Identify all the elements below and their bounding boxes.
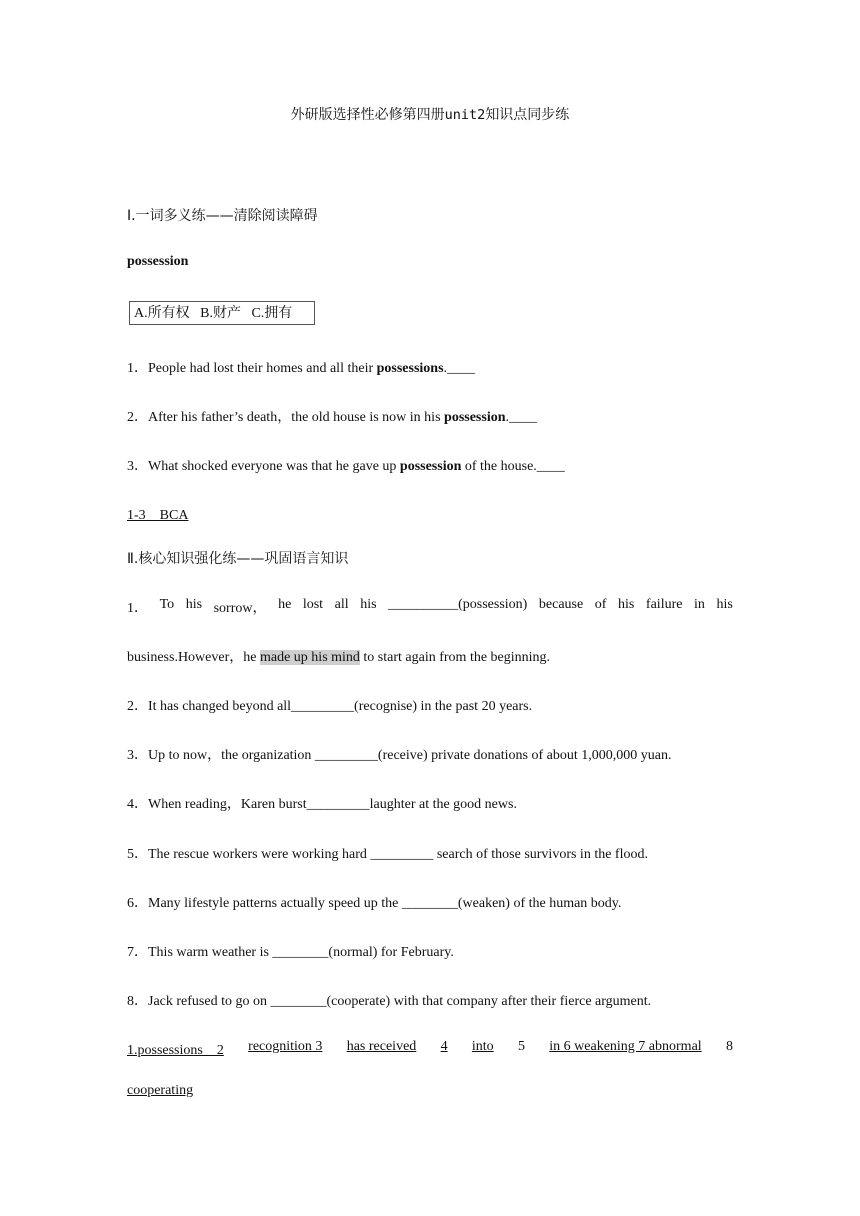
item-blank: of the house.____ — [461, 459, 565, 474]
word: because — [538, 597, 584, 612]
s2-item-5: 5．The rescue workers were working hard _________ search of those survivors in the flood. — [127, 847, 648, 862]
item-bold-word: possession — [444, 410, 506, 425]
item-text: to start again from the beginning. — [359, 650, 551, 665]
word: his — [618, 597, 635, 612]
item-text: After his father’s death，the old house is now in his — [148, 410, 445, 425]
word: he — [278, 597, 292, 612]
section2-answers-line2: cooperating — [127, 1083, 194, 1098]
s2-item-1-line1 — [127, 597, 733, 617]
s1-item-2 — [127, 406, 537, 426]
word: in — [694, 597, 705, 612]
item-bold-word: possessions — [376, 361, 444, 376]
s1-item-1 — [127, 357, 475, 377]
item-number: 2． — [127, 410, 148, 425]
item-text: business.However，he — [127, 650, 260, 665]
s2-item-4: 4．When reading，Karen burst_________laughter at the good news. — [127, 797, 517, 812]
answer-segment: 5 — [517, 1039, 525, 1054]
item-number: 1． — [127, 361, 148, 376]
s2-item-2: 2．It has changed beyond all_________(recognise) in the past 20 years. — [127, 699, 533, 714]
word: 1． — [127, 601, 148, 616]
option-a: A.所有权 — [134, 306, 190, 321]
item-text: What shocked everyone was that he gave up — [148, 459, 400, 474]
section2-answers-line1 — [127, 1039, 733, 1059]
s2-item-7: 7．This warm weather is ________(normal) for February. — [127, 945, 454, 960]
item-blank: .____ — [443, 361, 476, 376]
item-text: People had lost their homes and all their — [148, 361, 377, 376]
word: of — [594, 597, 607, 612]
word: sorrow， — [213, 601, 267, 616]
answer-segment: 8 — [725, 1039, 733, 1054]
word: his — [360, 597, 377, 612]
word: To — [159, 597, 175, 612]
answer-segment: recognition 3 — [248, 1039, 323, 1054]
item-blank: .____ — [505, 410, 537, 425]
answer-segment: in 6 weakening 7 abnormal — [549, 1039, 702, 1054]
title-code: unit2 — [444, 107, 486, 123]
vocab-word — [127, 254, 188, 270]
page-title — [0, 104, 860, 124]
item-number: 3． — [127, 459, 148, 474]
word: his — [716, 597, 733, 612]
s2-item-8: 8．Jack refused to go on ________(cooperate) with that company after their fierce argument. — [127, 994, 652, 1009]
title-suffix: 知识点同步练 — [485, 107, 570, 123]
section1-heading: Ⅰ.一词多义练——清除阅读障碍 — [127, 208, 318, 224]
section2-heading: Ⅱ.核心知识强化练——巩固语言知识 — [127, 551, 349, 567]
answer-segment: into — [471, 1039, 494, 1054]
section1-answer: 1-3 BCA — [127, 508, 189, 523]
item-bold-word: possession — [399, 459, 462, 474]
options-box — [129, 301, 315, 325]
s2-item-6: 6．Many lifestyle patterns actually speed up the ________(weaken) of the human body. — [127, 896, 622, 911]
highlighted-phrase: made up his mind — [259, 650, 360, 665]
s2-item-1-line2 — [127, 646, 550, 666]
answer-segment: 4 — [440, 1039, 448, 1054]
vocab-word-text: possession — [127, 254, 189, 269]
answer-segment: 1.possessions 2 — [127, 1043, 224, 1058]
option-c: C.拥有 — [251, 306, 293, 321]
s2-item-3: 3．Up to now，the organization _________(receive) private donations of about 1,000,000 yuan. — [127, 748, 672, 763]
answer-segment: has received — [346, 1039, 417, 1054]
word: lost — [302, 597, 324, 612]
option-b: B.财产 — [200, 306, 241, 321]
word: his — [185, 597, 203, 612]
title-prefix: 外研版选择性必修第四册 — [290, 107, 445, 123]
word: all — [334, 597, 349, 612]
word: __________(possession) — [388, 597, 528, 612]
word: failure — [645, 597, 683, 612]
s1-item-3 — [127, 455, 565, 475]
